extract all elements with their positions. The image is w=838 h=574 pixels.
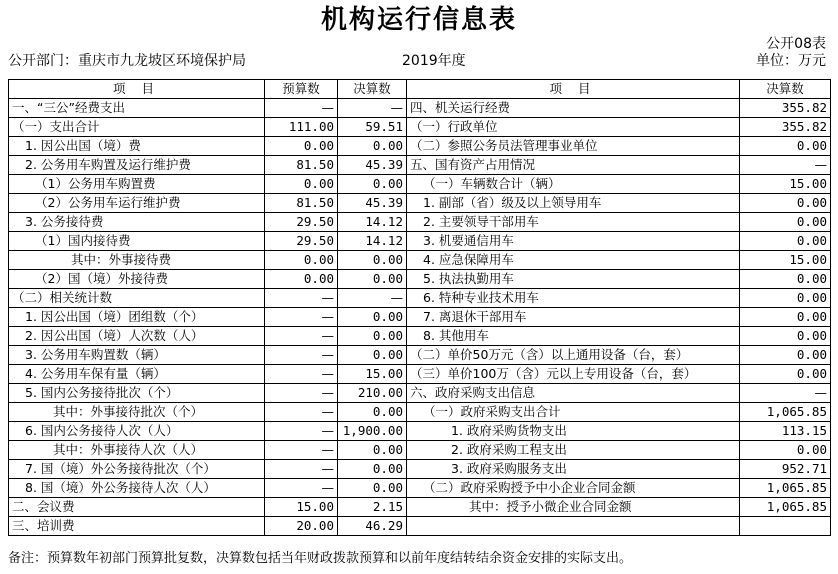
final-left-cell: 0.00 bbox=[338, 175, 407, 194]
budget-cell: — bbox=[265, 289, 338, 308]
table-row bbox=[9, 156, 831, 175]
right-item-cell: （二）单价50万元（含）以上通用设备（台，套） bbox=[407, 346, 740, 365]
budget-cell: 29.50 bbox=[265, 213, 338, 232]
right-item-cell: 2. 主要领导干部用车 bbox=[407, 213, 740, 232]
left-item-cell: 二、会议费 bbox=[9, 498, 265, 517]
info-table bbox=[8, 79, 831, 536]
final-right-cell: 0.00 bbox=[740, 346, 831, 365]
budget-cell: 29.50 bbox=[265, 232, 338, 251]
budget-cell: — bbox=[265, 327, 338, 346]
left-item-cell: 其中：外事接待人次（人） bbox=[9, 441, 265, 460]
budget-cell: — bbox=[265, 346, 338, 365]
table-row bbox=[9, 99, 831, 118]
footnote: 备注：预算数年初部门预算批复数，决算数包括当年财政拨款预算和以前年度结转结余资金安排的实际支出。 bbox=[8, 551, 633, 566]
year-label: 2019年度 bbox=[402, 53, 466, 69]
table-row bbox=[9, 251, 831, 270]
budget-cell: — bbox=[265, 403, 338, 422]
right-item-cell bbox=[407, 517, 740, 536]
final-right-cell: 1,065.85 bbox=[740, 403, 831, 422]
table-row bbox=[9, 289, 831, 308]
right-item-cell: 六、政府采购支出信息 bbox=[407, 384, 740, 403]
left-item-cell: （一）支出合计 bbox=[9, 118, 265, 137]
right-item-cell: 3. 政府采购服务支出 bbox=[407, 460, 740, 479]
final-right-cell: — bbox=[740, 156, 831, 175]
final-left-cell: 0.00 bbox=[338, 251, 407, 270]
right-item-cell: 五、国有资产占用情况 bbox=[407, 156, 740, 175]
budget-cell: 81.50 bbox=[265, 194, 338, 213]
final-left-cell: 210.00 bbox=[338, 384, 407, 403]
final-right-cell: 0.00 bbox=[740, 232, 831, 251]
budget-cell: 81.50 bbox=[265, 156, 338, 175]
right-item-cell: 四、机关运行经费 bbox=[407, 99, 740, 118]
table-row bbox=[9, 270, 831, 289]
left-item-cell: 其中：外事接待批次（个） bbox=[9, 403, 265, 422]
final-right-cell: 952.71 bbox=[740, 460, 831, 479]
budget-cell: 20.00 bbox=[265, 517, 338, 536]
budget-cell: — bbox=[265, 479, 338, 498]
right-item-cell: 其中：授予小微企业合同金额 bbox=[407, 498, 740, 517]
right-item-cell: 4. 应急保障用车 bbox=[407, 251, 740, 270]
budget-cell: 0.00 bbox=[265, 137, 338, 156]
final-right-cell bbox=[740, 517, 831, 536]
right-item-cell: 1. 政府采购货物支出 bbox=[407, 422, 740, 441]
left-item-cell: 5. 国内公务接待批次（个） bbox=[9, 384, 265, 403]
budget-cell: — bbox=[265, 422, 338, 441]
final-left-cell: 0.00 bbox=[338, 137, 407, 156]
right-item-cell: 6. 特种专业技术用车 bbox=[407, 289, 740, 308]
budget-cell: — bbox=[265, 308, 338, 327]
budget-cell: 111.00 bbox=[265, 118, 338, 137]
table-row bbox=[9, 175, 831, 194]
budget-cell: 0.00 bbox=[265, 251, 338, 270]
left-item-cell: （2）国（境）外接待费 bbox=[9, 270, 265, 289]
department-label: 公开部门：重庆市九龙坡区环境保护局 bbox=[8, 53, 246, 69]
final-right-cell: 355.82 bbox=[740, 99, 831, 118]
right-item-cell: 2. 政府采购工程支出 bbox=[407, 441, 740, 460]
right-item-cell: （一）行政单位 bbox=[407, 118, 740, 137]
final-right-cell: 0.00 bbox=[740, 289, 831, 308]
budget-cell: — bbox=[265, 99, 338, 118]
budget-cell: — bbox=[265, 460, 338, 479]
final-left-cell: 0.00 bbox=[338, 403, 407, 422]
table-row bbox=[9, 479, 831, 498]
right-item-cell: （三）单价100万（含）元以上专用设备（台，套） bbox=[407, 365, 740, 384]
final-left-cell: 45.39 bbox=[338, 156, 407, 175]
final-right-cell: 0.00 bbox=[740, 308, 831, 327]
budget-cell: 15.00 bbox=[265, 498, 338, 517]
final-left-cell: 0.00 bbox=[338, 441, 407, 460]
table-row bbox=[9, 118, 831, 137]
final-left-cell: 0.00 bbox=[338, 308, 407, 327]
final-left-cell: 14.12 bbox=[338, 232, 407, 251]
final-right-cell: 1,065.85 bbox=[740, 479, 831, 498]
table-row bbox=[9, 308, 831, 327]
final-right-cell: 355.82 bbox=[740, 118, 831, 137]
final-right-cell: 0.00 bbox=[740, 137, 831, 156]
table-row bbox=[9, 232, 831, 251]
right-item-cell: 8. 其他用车 bbox=[407, 327, 740, 346]
final-right-cell: 0.00 bbox=[740, 213, 831, 232]
final-left-cell: 0.00 bbox=[338, 479, 407, 498]
header-final-right: 决算数 bbox=[740, 80, 831, 99]
final-right-cell: 15.00 bbox=[740, 251, 831, 270]
budget-cell: — bbox=[265, 441, 338, 460]
form-code: 公开08表 bbox=[766, 36, 826, 52]
right-item-cell: （一）政府采购支出合计 bbox=[407, 403, 740, 422]
right-item-cell: （二）政府采购授予中小企业合同金额 bbox=[407, 479, 740, 498]
left-item-cell: 1. 因公出国（境）费 bbox=[9, 137, 265, 156]
final-right-cell: 113.15 bbox=[740, 422, 831, 441]
header-final-left: 决算数 bbox=[338, 80, 407, 99]
left-item-cell: （1）公务用车购置费 bbox=[9, 175, 265, 194]
final-right-cell: 1,065.85 bbox=[740, 498, 831, 517]
table-row bbox=[9, 441, 831, 460]
final-right-cell: 15.00 bbox=[740, 175, 831, 194]
table-row bbox=[9, 403, 831, 422]
table-row bbox=[9, 384, 831, 403]
left-item-cell: 1. 因公出国（境）团组数（个） bbox=[9, 308, 265, 327]
final-left-cell: 0.00 bbox=[338, 346, 407, 365]
final-left-cell: 0.00 bbox=[338, 270, 407, 289]
right-item-cell: （一）车辆数合计（辆） bbox=[407, 175, 740, 194]
left-item-cell: 6. 国内公务接待人次（人） bbox=[9, 422, 265, 441]
final-left-cell: 0.00 bbox=[338, 460, 407, 479]
final-right-cell: 0.00 bbox=[740, 441, 831, 460]
final-right-cell: 0.00 bbox=[740, 194, 831, 213]
final-left-cell: 1,900.00 bbox=[338, 422, 407, 441]
table-row bbox=[9, 498, 831, 517]
unit-label: 单位：万元 bbox=[756, 53, 826, 69]
budget-cell: — bbox=[265, 384, 338, 403]
left-item-cell: 其中：外事接待费 bbox=[9, 251, 265, 270]
left-item-cell: 4. 公务用车保有量（辆） bbox=[9, 365, 265, 384]
final-right-cell: 0.00 bbox=[740, 365, 831, 384]
table-row bbox=[9, 213, 831, 232]
left-item-cell: （1）国内接待费 bbox=[9, 232, 265, 251]
left-item-cell: 2. 公务用车购置及运行维护费 bbox=[9, 156, 265, 175]
left-item-cell: 3. 公务接待费 bbox=[9, 213, 265, 232]
final-right-cell: — bbox=[740, 384, 831, 403]
header-left-item: 项 目 bbox=[9, 80, 265, 99]
right-item-cell: （二）参照公务员法管理事业单位 bbox=[407, 137, 740, 156]
final-left-cell: 59.51 bbox=[338, 118, 407, 137]
final-left-cell: 2.15 bbox=[338, 498, 407, 517]
final-right-cell: 0.00 bbox=[740, 327, 831, 346]
final-left-cell: 14.12 bbox=[338, 213, 407, 232]
right-item-cell: 1. 副部（省）级及以上领导用车 bbox=[407, 194, 740, 213]
left-item-cell: 2. 因公出国（境）人次数（人） bbox=[9, 327, 265, 346]
left-item-cell: （2）公务用车运行维护费 bbox=[9, 194, 265, 213]
final-right-cell: 0.00 bbox=[740, 270, 831, 289]
left-item-cell: （二）相关统计数 bbox=[9, 289, 265, 308]
table-row bbox=[9, 194, 831, 213]
right-item-cell: 5. 执法执勤用车 bbox=[407, 270, 740, 289]
right-item-cell: 7. 离退休干部用车 bbox=[407, 308, 740, 327]
final-left-cell: — bbox=[338, 99, 407, 118]
table-row bbox=[9, 422, 831, 441]
final-left-cell: — bbox=[338, 289, 407, 308]
table-row bbox=[9, 365, 831, 384]
table-row bbox=[9, 517, 831, 536]
budget-cell: 0.00 bbox=[265, 175, 338, 194]
table-row bbox=[9, 460, 831, 479]
table-row bbox=[9, 137, 831, 156]
budget-cell: 0.00 bbox=[265, 270, 338, 289]
header-right-item: 项 目 bbox=[407, 80, 740, 99]
final-left-cell: 0.00 bbox=[338, 327, 407, 346]
budget-cell: — bbox=[265, 365, 338, 384]
left-item-cell: 8. 国（境）外公务接待人次（人） bbox=[9, 479, 265, 498]
left-item-cell: 7. 国（境）外公务接待批次（个） bbox=[9, 460, 265, 479]
table-row bbox=[9, 327, 831, 346]
header-budget: 预算数 bbox=[265, 80, 338, 99]
table-row bbox=[9, 346, 831, 365]
page-title: 机构运行信息表 bbox=[320, 5, 517, 35]
left-item-cell: 三、培训费 bbox=[9, 517, 265, 536]
left-item-cell: 一、“三公”经费支出 bbox=[9, 99, 265, 118]
final-left-cell: 45.39 bbox=[338, 194, 407, 213]
final-left-cell: 15.00 bbox=[338, 365, 407, 384]
table-header-row bbox=[9, 80, 831, 99]
left-item-cell: 3. 公务用车购置数（辆） bbox=[9, 346, 265, 365]
final-left-cell: 46.29 bbox=[338, 517, 407, 536]
right-item-cell: 3. 机要通信用车 bbox=[407, 232, 740, 251]
